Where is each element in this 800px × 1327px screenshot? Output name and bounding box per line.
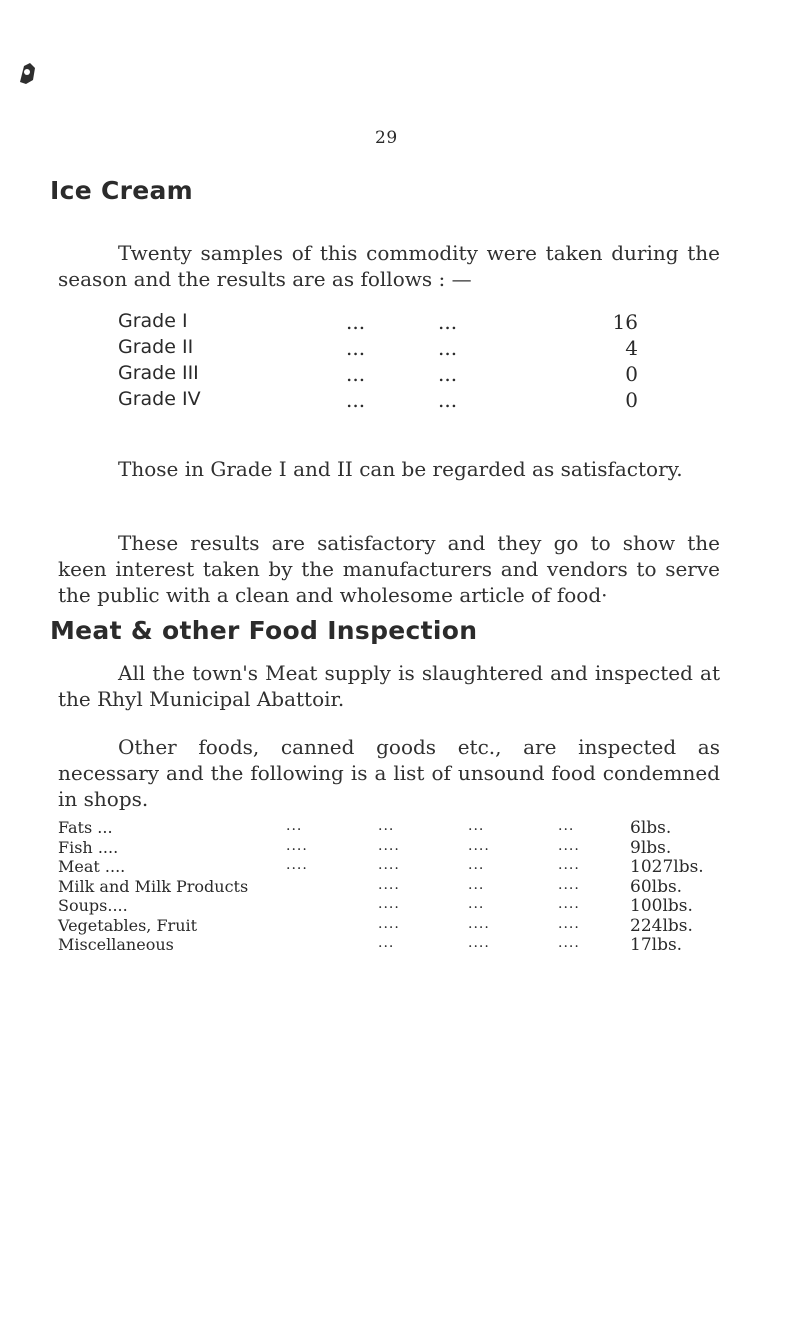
grade-row	[118, 362, 638, 388]
page-number: 29	[375, 128, 398, 148]
food-row	[58, 916, 720, 936]
grade-count: 0	[625, 362, 638, 386]
leader-dots: ...	[378, 818, 395, 834]
grade-count: 0	[625, 388, 638, 412]
leader-dots: ...	[438, 388, 458, 412]
grade-note: Those in Grade I and II can be regarded as satisfactory.	[118, 457, 683, 481]
leader-dots: ....	[558, 837, 580, 854]
grade-row	[118, 310, 638, 336]
food-weight: 224lbs.	[630, 915, 693, 936]
leader-dots: ....	[286, 837, 308, 854]
leader-dots: ....	[558, 896, 580, 912]
food-weight: 6lbs.	[630, 818, 672, 838]
leader-dots: ....	[378, 896, 400, 912]
food-weight: 1027lbs.	[630, 857, 704, 877]
ice-cream-conclusion: These results are satisfactory and they go to show the keen interest taken by the manufacturers and vendors to serve the public with a clean and wholesome article of food·	[58, 531, 720, 607]
leader-dots: ...	[346, 310, 366, 334]
leader-dots: ....	[558, 857, 580, 873]
leader-dots: ...	[346, 388, 366, 412]
leader-dots: ...	[558, 818, 575, 834]
food-row	[58, 935, 720, 955]
leader-dots: ...	[378, 935, 395, 951]
grade-row	[118, 336, 638, 362]
leader-dots: ....	[378, 837, 400, 854]
leader-dots: ...	[468, 857, 485, 873]
food-category: Miscellaneous	[58, 935, 174, 954]
food-row	[58, 896, 720, 916]
grade-results-table	[118, 310, 638, 414]
leader-dots: ....	[378, 876, 400, 893]
food-row	[58, 838, 720, 858]
grade-row	[118, 388, 638, 414]
grade-count: 16	[612, 310, 638, 334]
condemned-food-table	[58, 818, 720, 955]
other-foods-paragraph: Other foods, canned goods etc., are inspected as necessary and the following is a list of unsound food condemned in shops.	[58, 735, 720, 811]
grade-label: Grade II	[118, 336, 194, 358]
leader-dots: ...	[286, 818, 303, 834]
food-category: Fish ....	[58, 837, 119, 857]
leader-dots: ....	[468, 915, 490, 932]
food-category: Meat ....	[58, 857, 126, 876]
food-category: Milk and Milk Products	[58, 876, 249, 896]
food-category: Fats ...	[58, 818, 113, 837]
leader-dots: ....	[558, 915, 580, 932]
leader-dots: ...	[346, 336, 366, 360]
leader-dots: ....	[468, 935, 490, 951]
grade-count: 4	[625, 336, 638, 360]
grade-label: Grade I	[118, 310, 188, 332]
grade-label: Grade IV	[118, 388, 201, 410]
leader-dots: ...	[438, 336, 458, 360]
food-weight: 9lbs.	[630, 837, 672, 858]
food-weight: 100lbs.	[630, 896, 693, 916]
food-weight: 60lbs.	[630, 876, 683, 897]
food-weight: 17lbs.	[630, 935, 683, 955]
leader-dots: ....	[558, 876, 580, 893]
leader-dots: ....	[378, 915, 400, 932]
leader-dots: ...	[346, 362, 366, 386]
leader-dots: ....	[378, 857, 400, 873]
leader-dots: ...	[438, 310, 458, 334]
ice-cream-intro: Twenty samples of this commodity were taken during the season and the results are as follows : —	[58, 241, 720, 291]
leader-dots: ...	[468, 818, 485, 834]
leader-dots: ...	[438, 362, 458, 386]
food-row	[58, 877, 720, 897]
ice-cream-heading: Ice Cream	[50, 176, 194, 205]
leader-dots: ...	[468, 876, 485, 893]
leader-dots: ....	[468, 837, 490, 854]
meat-supply-paragraph: All the town's Meat supply is slaughtered and inspected at the Rhyl Municipal Abattoir.	[58, 661, 720, 711]
leader-dots: ....	[286, 857, 308, 873]
food-category: Vegetables, Fruit	[58, 915, 198, 935]
food-category: Soups....	[58, 896, 128, 915]
corner-mark-icon	[16, 60, 38, 86]
grade-label: Grade III	[118, 362, 199, 384]
leader-dots: ...	[468, 896, 485, 912]
food-row	[58, 818, 720, 838]
meat-inspection-heading: Meat & other Food Inspection	[50, 616, 478, 645]
food-row	[58, 857, 720, 877]
leader-dots: ....	[558, 935, 580, 951]
